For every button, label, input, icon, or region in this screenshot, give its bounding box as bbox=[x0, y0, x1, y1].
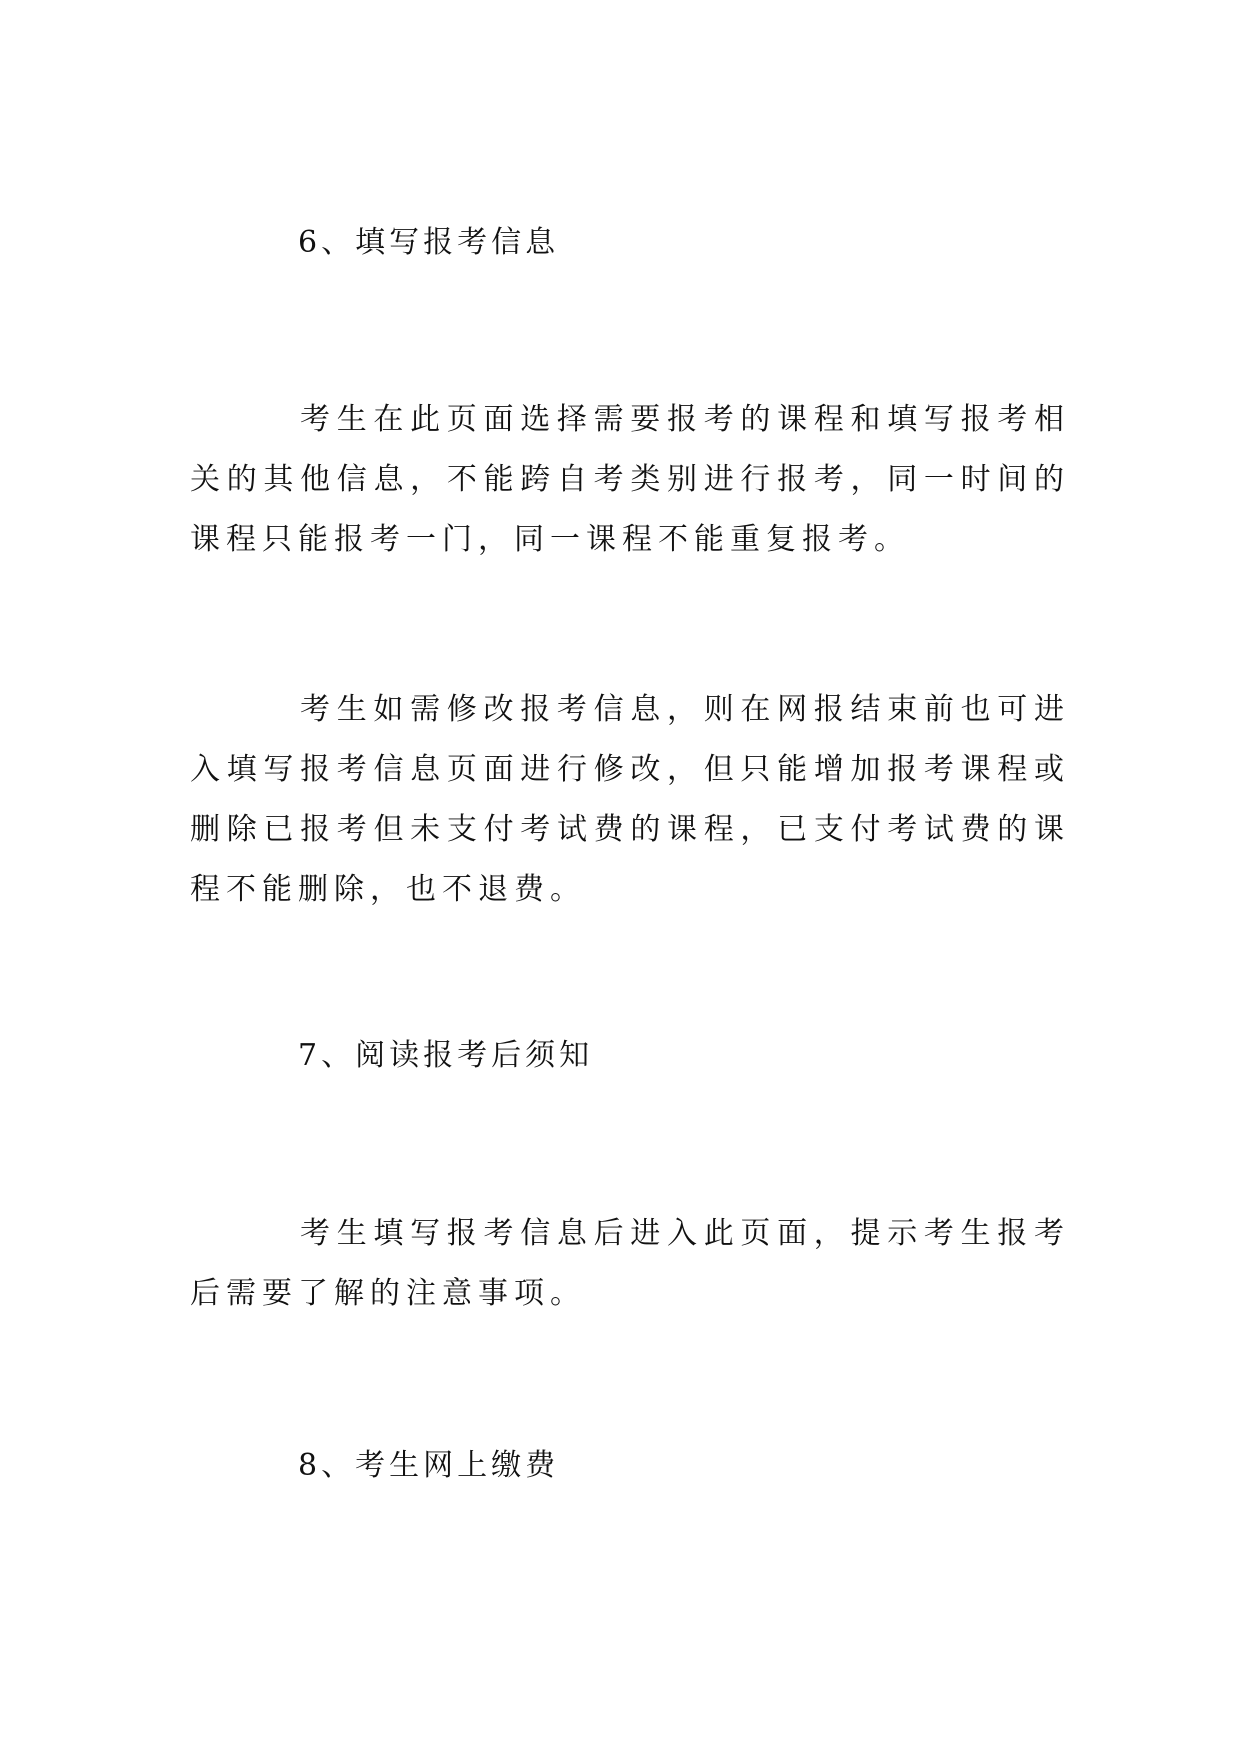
section-heading-8: 8、考生网上缴费 bbox=[298, 1448, 560, 1483]
paragraph-modify-registration: 考生如需修改报考信息，则在网报结束前也可进入填写报考信息页面进行修改，但只能增加报考课程或删除已报考但未支付考试费的课程，已支付考试费的课程不能删除，也不退费。 bbox=[190, 692, 1070, 907]
section-heading-7: 7、阅读报考后须知 bbox=[298, 1038, 594, 1073]
paragraph-course-selection: 考生在此页面选择需要报考的课程和填写报考相关的其他信息，不能跨自考类别进行报考，同一时间的课程只能报考一门，同一课程不能重复报考。 bbox=[190, 402, 1070, 557]
paragraph-post-registration-notice: 考生填写报考信息后进入此页面，提示考生报考后需要了解的注意事项。 bbox=[190, 1216, 1070, 1311]
section-heading-6: 6、填写报考信息 bbox=[298, 225, 560, 260]
